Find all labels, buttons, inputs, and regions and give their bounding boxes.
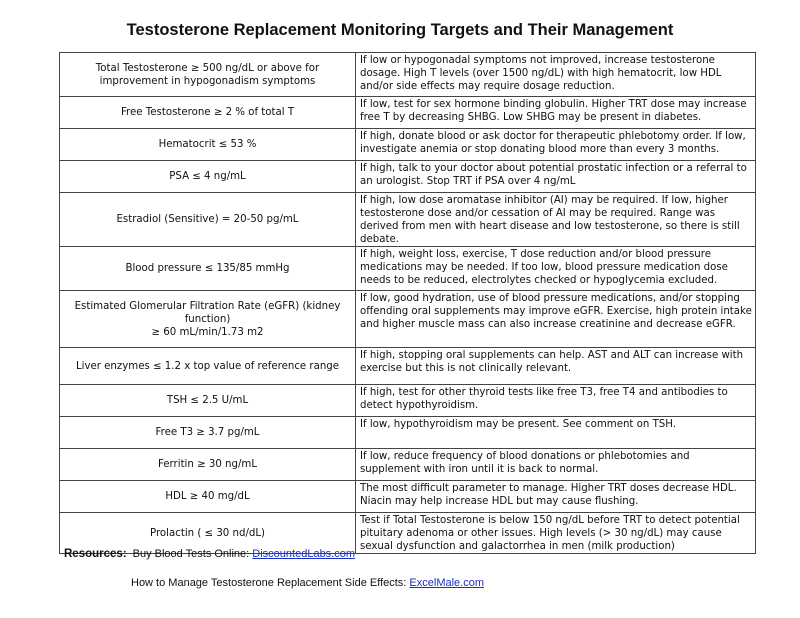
- target-cell: Free T3 ≥ 3.7 pg/mL: [60, 417, 356, 449]
- table-row: [60, 129, 756, 161]
- management-cell: If low, hypothyroidism may be present. See comment on TSH.: [356, 417, 756, 449]
- table-row: [60, 291, 756, 348]
- table-row: [60, 449, 756, 481]
- management-cell: If high, test for other thyroid tests like free T3, free T4 and antibodies to detect hypothyroidism.: [356, 385, 756, 417]
- excelmale-link[interactable]: ExcelMale.com: [409, 577, 484, 589]
- table-row: [60, 417, 756, 449]
- document-title: Testosterone Replacement Monitoring Targets and Their Management: [126, 21, 674, 39]
- discountedlabs-link[interactable]: DiscountedLabs.com: [252, 548, 356, 560]
- target-cell: Hematocrit ≤ 53 %: [60, 129, 356, 161]
- howto-text: How to Manage Testosterone Replacement Side Effects:: [131, 577, 410, 589]
- management-cell: If high, donate blood or ask doctor for therapeutic phlebotomy order. If low, investigate anemia or stop donating blood more than every 3 months.: [356, 129, 756, 161]
- target-cell: Estimated Glomerular Filtration Rate (eGFR) (kidney function) ≥ 60 mL/min/1.73 m2: [60, 291, 356, 348]
- table-row: [60, 193, 756, 247]
- management-cell: If low, test for sex hormone binding globulin. Higher TRT dose may increase free T by decreasing SHBG. Low SHBG may be present in diabetes.: [356, 97, 756, 129]
- monitoring-table: [59, 52, 756, 554]
- table-row: [60, 161, 756, 193]
- table-row: [60, 53, 756, 97]
- target-cell: Estradiol (Sensitive) = 20-50 pg/mL: [60, 193, 356, 247]
- target-cell: Prolactin ( ≤ 30 nd/dL): [60, 513, 356, 554]
- target-cell: Liver enzymes ≤ 1.2 x top value of reference range: [60, 348, 356, 385]
- target-cell: Ferritin ≥ 30 ng/mL: [60, 449, 356, 481]
- target-cell: PSA ≤ 4 ng/mL: [60, 161, 356, 193]
- management-cell: If high, low dose aromatase inhibitor (AI) may be required. If low, higher testosterone dose and/or cessation of AI may be required. Range was derived from men with heart disease and low testosterone, so there is still debate.: [356, 193, 756, 247]
- management-cell: If high, stopping oral supplements can help. AST and ALT can increase with exercise but this is not clinically relevant.: [356, 348, 756, 385]
- table-row: [60, 348, 756, 385]
- target-cell: HDL ≥ 40 mg/dL: [60, 481, 356, 513]
- management-cell: If high, weight loss, exercise, T dose reduction and/or blood pressure medications may be needed. If too low, blood pressure medication dose needs to be reduced, electrolytes checked or hypoglycemia excluded.: [356, 247, 756, 291]
- management-cell: Test if Total Testosterone is below 150 ng/dL before TRT to detect potential pituitary adenoma or other issues. High levels (> 30 ng/dL) may cause sexual dysfunction and galactorrhea in men (milk production): [356, 513, 756, 554]
- target-cell: Blood pressure ≤ 135/85 mmHg: [60, 247, 356, 291]
- table-row: [60, 247, 756, 291]
- management-cell: The most difficult parameter to manage. Higher TRT doses decrease HDL. Niacin may help increase HDL but may cause flushing.: [356, 481, 756, 513]
- table-row: [60, 481, 756, 513]
- target-cell: Total Testosterone ≥ 500 ng/dL or above for improvement in hypogonadism symptoms: [60, 53, 356, 97]
- management-cell: If low, reduce frequency of blood donations or phlebotomies and supplement with iron until it is back to normal.: [356, 449, 756, 481]
- target-cell: TSH ≤ 2.5 U/mL: [60, 385, 356, 417]
- resources-label: Resources:: [64, 548, 127, 560]
- management-cell: If low or hypogonadal symptoms not improved, increase testosterone dosage. High T levels (over 1500 ng/dL) with high hematocrit, low HDL and/or side effects may require dosage reduction.: [356, 53, 756, 97]
- management-cell: If high, talk to your doctor about potential prostatic infection or a referral to an urologist. Stop TRT if PSA over 4 ng/mL: [356, 161, 756, 193]
- resources-line: [64, 548, 355, 560]
- blood-tests-text: Buy Blood Tests Online:: [132, 548, 253, 560]
- target-cell: Free Testosterone ≥ 2 % of total T: [60, 97, 356, 129]
- management-cell: If low, good hydration, use of blood pressure medications, and/or stopping offending oral supplements may improve eGFR. Exercise, high protein intake and higher muscle mass can also increase creatinine and decrease eGFR.: [356, 291, 756, 348]
- table-row: [60, 97, 756, 129]
- howto-line: [131, 577, 484, 589]
- table-row: [60, 385, 756, 417]
